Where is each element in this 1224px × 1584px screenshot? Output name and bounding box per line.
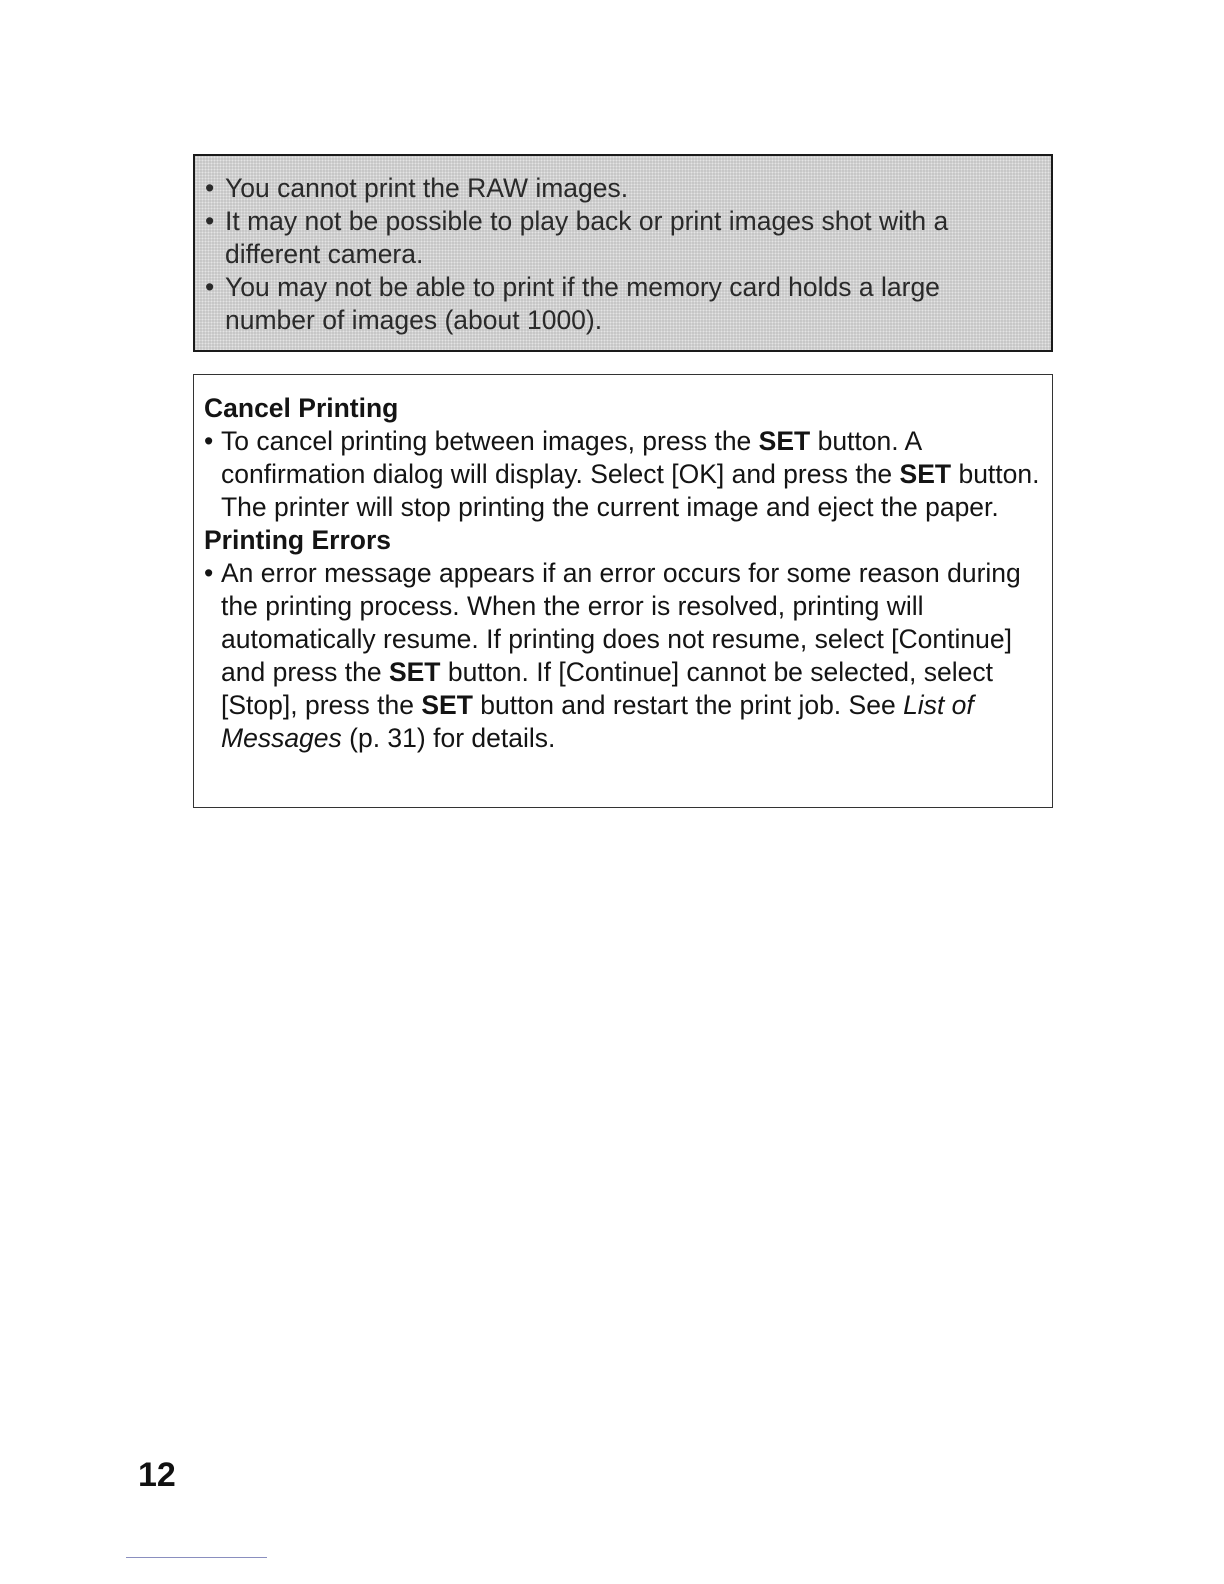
bullet-icon: • bbox=[205, 173, 215, 203]
caution-text: You may not be able to print if the memory card holds a large number of images (about 1000). bbox=[225, 272, 940, 335]
bullet-icon: • bbox=[204, 426, 214, 456]
caution-item-raw bbox=[201, 172, 1031, 205]
footer-divider bbox=[126, 1557, 267, 1558]
bullet-icon: • bbox=[205, 206, 215, 236]
printing-errors-text: • An error message appears if an error occurs for some reason during the printing process. When the error is resolved, printing will automatically resume. If printing does not resume, select [Continue] and press the SET button. If [Continue] cannot be selected, select [Stop], press the SET button and restart the print job. See List of Messages (p. 31) for details. bbox=[204, 558, 1021, 753]
printing-errors-heading: Printing Errors bbox=[204, 525, 392, 555]
info-box bbox=[193, 374, 1053, 808]
page-number: 12 bbox=[138, 1456, 176, 1494]
caution-text: It may not be possible to play back or print images shot with a different camera. bbox=[225, 206, 949, 269]
caution-item-memory-card bbox=[201, 271, 1031, 337]
cancel-printing-heading: Cancel Printing bbox=[204, 393, 399, 423]
caution-text: You cannot print the RAW images. bbox=[225, 173, 629, 203]
caution-box bbox=[193, 154, 1053, 352]
set-button-label: SET bbox=[899, 459, 952, 489]
caution-item-other-camera bbox=[201, 205, 1031, 271]
set-button-label: SET bbox=[421, 690, 473, 720]
bullet-icon: • bbox=[205, 272, 215, 302]
list-of-messages-reference: List of Messages bbox=[221, 690, 974, 753]
set-button-label: SET bbox=[758, 426, 811, 456]
cancel-printing-text: • To cancel printing between images, press the SET button. A confirmation dialog will display. Select [OK] and press the SET button. The printer will stop printing the current image and eject the paper. bbox=[204, 426, 1040, 522]
set-button-label: SET bbox=[388, 657, 441, 687]
bullet-icon: • bbox=[204, 558, 214, 588]
